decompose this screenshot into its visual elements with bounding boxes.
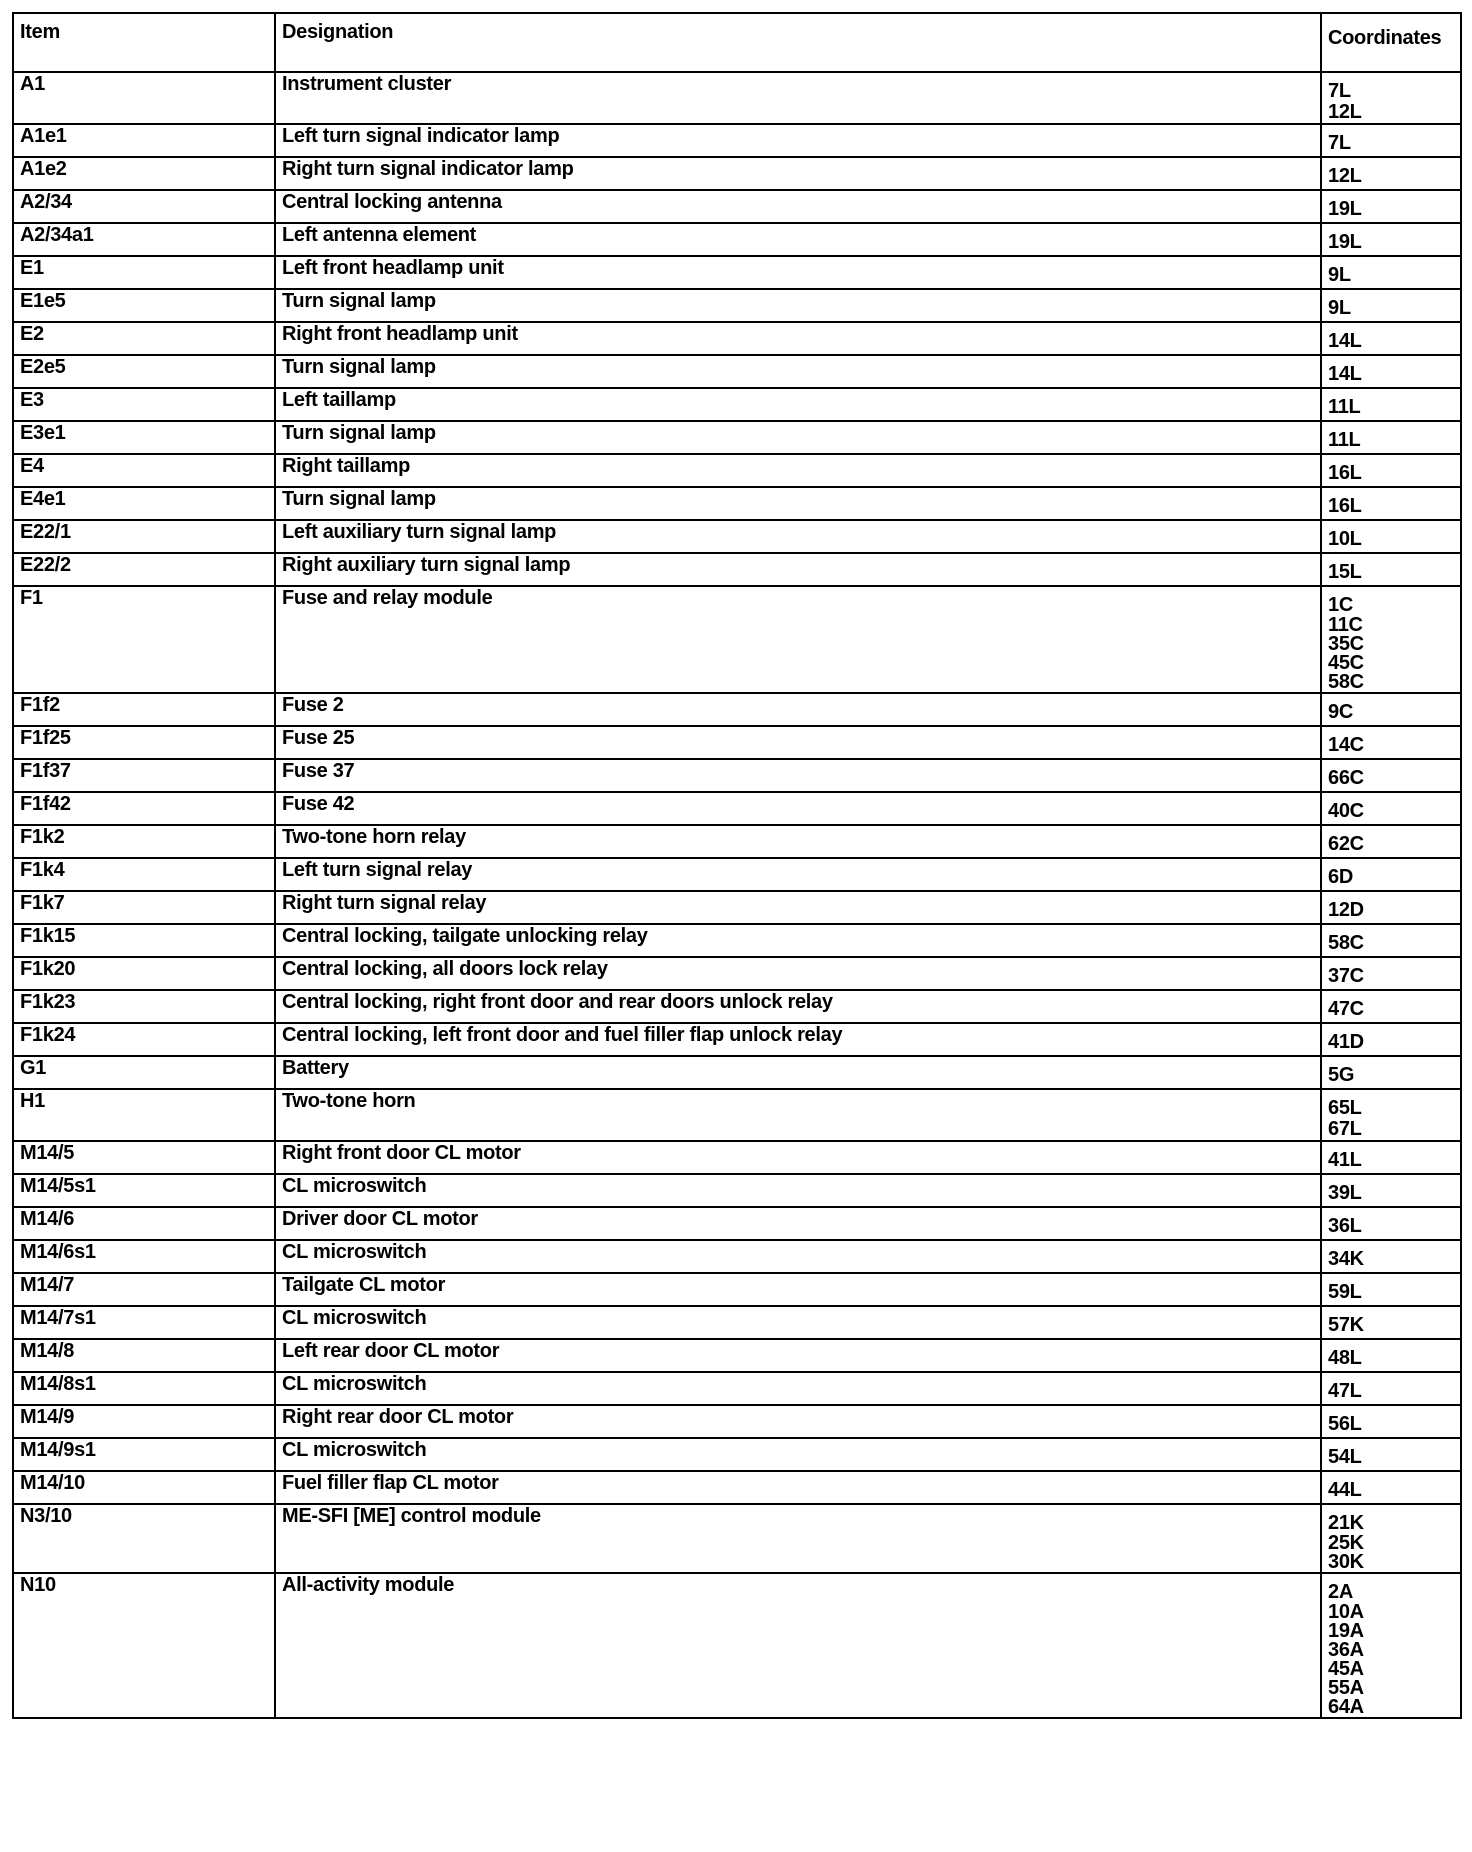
- coordinates-cell: [1321, 924, 1461, 957]
- designation-cell: Left front headlamp unit: [275, 256, 1321, 289]
- coordinate-value: 41D: [1328, 1031, 1364, 1053]
- designation-cell: Right turn signal relay: [275, 891, 1321, 924]
- designation-cell: Fuse 2: [275, 693, 1321, 726]
- item-cell: F1k2: [13, 825, 275, 858]
- designation-cell: Left antenna element: [275, 223, 1321, 256]
- item-cell: A2/34: [13, 190, 275, 223]
- table-row: [13, 256, 1461, 289]
- table-row: [13, 792, 1461, 825]
- table-row: [13, 157, 1461, 190]
- coordinate-value: 11C: [1328, 614, 1363, 636]
- component-legend-table: [12, 12, 1462, 1719]
- coordinate-value: 54L: [1328, 1446, 1362, 1468]
- coordinate-value: 10A: [1328, 1601, 1364, 1623]
- coordinate-value: 35C: [1328, 633, 1364, 655]
- designation-cell: Central locking antenna: [275, 190, 1321, 223]
- item-cell: H1: [13, 1089, 275, 1141]
- table-row: [13, 825, 1461, 858]
- coordinate-value: 57K: [1328, 1314, 1364, 1336]
- designation-cell: Turn signal lamp: [275, 487, 1321, 520]
- table-row: [13, 924, 1461, 957]
- item-cell: F1f25: [13, 726, 275, 759]
- item-cell: F1: [13, 586, 275, 693]
- item-cell: M14/5: [13, 1141, 275, 1174]
- table-row: [13, 1405, 1461, 1438]
- coordinates-cell: [1321, 322, 1461, 355]
- table-row: [13, 1056, 1461, 1089]
- coordinate-value: 59L: [1328, 1281, 1362, 1303]
- item-cell: F1k7: [13, 891, 275, 924]
- coordinate-value: 45C: [1328, 652, 1364, 674]
- table-row: [13, 520, 1461, 553]
- item-cell: A1: [13, 72, 275, 124]
- designation-cell: Fuel filler flap CL motor: [275, 1471, 1321, 1504]
- coordinates-cell: [1321, 825, 1461, 858]
- coordinate-value: 19A: [1328, 1620, 1364, 1642]
- table-row: [13, 1240, 1461, 1273]
- table-row: [13, 1339, 1461, 1372]
- coordinate-value: 55A: [1328, 1677, 1364, 1699]
- coordinate-value: 48L: [1328, 1347, 1362, 1369]
- coordinate-value: 5G: [1328, 1064, 1355, 1086]
- table-row: [13, 487, 1461, 520]
- designation-cell: Fuse and relay module: [275, 586, 1321, 693]
- designation-cell: Fuse 42: [275, 792, 1321, 825]
- item-cell: M14/6s1: [13, 1240, 275, 1273]
- coordinates-cell: [1321, 1023, 1461, 1056]
- table-row: [13, 72, 1461, 124]
- table-row: [13, 726, 1461, 759]
- table-row: [13, 1471, 1461, 1504]
- item-cell: M14/5s1: [13, 1174, 275, 1207]
- table-row: [13, 1174, 1461, 1207]
- coordinate-value: 14L: [1328, 363, 1362, 385]
- coordinates-cell: [1321, 1174, 1461, 1207]
- coordinates-cell: [1321, 454, 1461, 487]
- coordinate-value: 11L: [1328, 429, 1361, 451]
- coordinates-cell: [1321, 1089, 1461, 1141]
- designation-cell: CL microswitch: [275, 1240, 1321, 1273]
- item-cell: M14/10: [13, 1471, 275, 1504]
- table-row: [13, 190, 1461, 223]
- coordinates-cell: [1321, 792, 1461, 825]
- coordinate-value: 6D: [1328, 866, 1353, 888]
- item-cell: M14/7: [13, 1273, 275, 1306]
- table-row: [13, 1089, 1461, 1141]
- coordinates-cell: [1321, 693, 1461, 726]
- item-cell: M14/8: [13, 1339, 275, 1372]
- designation-cell: Fuse 25: [275, 726, 1321, 759]
- table-header: [13, 13, 1461, 72]
- header-coordinates: Coordinates: [1321, 13, 1461, 72]
- table-row: [13, 1306, 1461, 1339]
- designation-cell: Right rear door CL motor: [275, 1405, 1321, 1438]
- coordinate-value: 7L: [1328, 80, 1351, 102]
- coordinate-value: 19L: [1328, 231, 1362, 253]
- coordinate-value: 7L: [1328, 132, 1351, 154]
- coordinates-cell: [1321, 421, 1461, 454]
- coordinates-cell: [1321, 1339, 1461, 1372]
- coordinates-cell: [1321, 1273, 1461, 1306]
- table-row: [13, 124, 1461, 157]
- coordinates-cell: [1321, 858, 1461, 891]
- coordinate-value: 14C: [1328, 734, 1364, 756]
- item-cell: F1k20: [13, 957, 275, 990]
- designation-cell: Tailgate CL motor: [275, 1273, 1321, 1306]
- table-row: [13, 759, 1461, 792]
- coordinate-value: 11L: [1328, 396, 1361, 418]
- coordinates-cell: [1321, 553, 1461, 586]
- coordinates-cell: [1321, 256, 1461, 289]
- legend-sheet: [12, 12, 1460, 1719]
- table-row: [13, 891, 1461, 924]
- designation-cell: Left auxiliary turn signal lamp: [275, 520, 1321, 553]
- table-row: [13, 388, 1461, 421]
- coordinates-cell: [1321, 1573, 1461, 1718]
- table-row: [13, 289, 1461, 322]
- coordinates-cell: [1321, 891, 1461, 924]
- coordinates-cell: [1321, 1306, 1461, 1339]
- item-cell: G1: [13, 1056, 275, 1089]
- designation-cell: Two-tone horn: [275, 1089, 1321, 1141]
- designation-cell: Turn signal lamp: [275, 355, 1321, 388]
- designation-cell: All-activity module: [275, 1573, 1321, 1718]
- coordinates-cell: [1321, 957, 1461, 990]
- coordinates-cell: [1321, 1141, 1461, 1174]
- item-cell: M14/7s1: [13, 1306, 275, 1339]
- designation-cell: CL microswitch: [275, 1306, 1321, 1339]
- coordinate-value: 47L: [1328, 1380, 1362, 1402]
- item-cell: N3/10: [13, 1504, 275, 1573]
- designation-cell: Fuse 37: [275, 759, 1321, 792]
- coordinate-value: 67L: [1328, 1118, 1362, 1140]
- coordinate-value: 47C: [1328, 998, 1364, 1020]
- designation-cell: CL microswitch: [275, 1174, 1321, 1207]
- coordinates-cell: [1321, 1207, 1461, 1240]
- table-row: [13, 553, 1461, 586]
- designation-cell: Left turn signal relay: [275, 858, 1321, 891]
- coordinates-cell: [1321, 1240, 1461, 1273]
- coordinates-cell: [1321, 1504, 1461, 1573]
- coordinate-value: 56L: [1328, 1413, 1362, 1435]
- coordinate-value: 19L: [1328, 198, 1362, 220]
- header-item: Item: [13, 13, 275, 72]
- coordinate-value: 14L: [1328, 330, 1362, 352]
- coordinates-cell: [1321, 1056, 1461, 1089]
- coordinate-value: 36L: [1328, 1215, 1362, 1237]
- table-row: [13, 858, 1461, 891]
- item-cell: A1e2: [13, 157, 275, 190]
- designation-cell: Right turn signal indicator lamp: [275, 157, 1321, 190]
- coordinate-value: 34K: [1328, 1248, 1364, 1270]
- item-cell: F1f42: [13, 792, 275, 825]
- item-cell: A1e1: [13, 124, 275, 157]
- coordinate-value: 62C: [1328, 833, 1364, 855]
- table-row: [13, 693, 1461, 726]
- coordinates-cell: [1321, 487, 1461, 520]
- designation-cell: Turn signal lamp: [275, 289, 1321, 322]
- coordinate-value: 9L: [1328, 297, 1351, 319]
- item-cell: F1f37: [13, 759, 275, 792]
- item-cell: F1k23: [13, 990, 275, 1023]
- item-cell: M14/9s1: [13, 1438, 275, 1471]
- coordinates-cell: [1321, 72, 1461, 124]
- designation-cell: Central locking, all doors lock relay: [275, 957, 1321, 990]
- coordinate-value: 15L: [1328, 561, 1362, 583]
- coordinate-value: 66C: [1328, 767, 1364, 789]
- item-cell: E4e1: [13, 487, 275, 520]
- coordinates-cell: [1321, 1405, 1461, 1438]
- table-row: [13, 322, 1461, 355]
- item-cell: E22/1: [13, 520, 275, 553]
- header-row: [13, 13, 1461, 72]
- coordinates-cell: [1321, 223, 1461, 256]
- coordinate-value: 65L: [1328, 1097, 1362, 1119]
- designation-cell: Left taillamp: [275, 388, 1321, 421]
- table-body: [13, 72, 1461, 1718]
- coordinates-cell: [1321, 1372, 1461, 1405]
- coordinates-cell: [1321, 124, 1461, 157]
- designation-cell: Central locking, tailgate unlocking relay: [275, 924, 1321, 957]
- table-row: [13, 1141, 1461, 1174]
- designation-cell: Right auxiliary turn signal lamp: [275, 553, 1321, 586]
- coordinate-value: 16L: [1328, 462, 1362, 484]
- designation-cell: Right front door CL motor: [275, 1141, 1321, 1174]
- coordinates-cell: [1321, 190, 1461, 223]
- table-row: [13, 1273, 1461, 1306]
- item-cell: F1k15: [13, 924, 275, 957]
- table-row: [13, 1438, 1461, 1471]
- designation-cell: Left turn signal indicator lamp: [275, 124, 1321, 157]
- table-row: [13, 1372, 1461, 1405]
- coordinate-value: 41L: [1328, 1149, 1362, 1171]
- item-cell: E1e5: [13, 289, 275, 322]
- coordinate-value: 2A: [1328, 1581, 1353, 1603]
- coordinates-cell: [1321, 1471, 1461, 1504]
- coordinate-value: 30K: [1328, 1551, 1364, 1573]
- coordinates-cell: [1321, 586, 1461, 693]
- designation-cell: Right front headlamp unit: [275, 322, 1321, 355]
- table-row: [13, 1207, 1461, 1240]
- coordinate-value: 45A: [1328, 1658, 1364, 1680]
- table-row: [13, 586, 1461, 693]
- item-cell: E3e1: [13, 421, 275, 454]
- table-row: [13, 223, 1461, 256]
- table-row: [13, 355, 1461, 388]
- item-cell: M14/8s1: [13, 1372, 275, 1405]
- coordinates-cell: [1321, 157, 1461, 190]
- table-row: [13, 957, 1461, 990]
- item-cell: F1k24: [13, 1023, 275, 1056]
- item-cell: E3: [13, 388, 275, 421]
- coordinates-cell: [1321, 726, 1461, 759]
- table-row: [13, 1023, 1461, 1056]
- coordinate-value: 25K: [1328, 1532, 1364, 1554]
- item-cell: F1f2: [13, 693, 275, 726]
- coordinate-value: 36A: [1328, 1639, 1364, 1661]
- coordinate-value: 21K: [1328, 1512, 1364, 1534]
- coordinate-value: 9C: [1328, 701, 1353, 723]
- table-row: [13, 1573, 1461, 1718]
- item-cell: E4: [13, 454, 275, 487]
- coordinates-cell: [1321, 759, 1461, 792]
- table-row: [13, 421, 1461, 454]
- table-row: [13, 990, 1461, 1023]
- coordinates-cell: [1321, 520, 1461, 553]
- designation-cell: Battery: [275, 1056, 1321, 1089]
- designation-cell: Right taillamp: [275, 454, 1321, 487]
- coordinate-value: 37C: [1328, 965, 1364, 987]
- table-row: [13, 454, 1461, 487]
- coordinate-value: 58C: [1328, 932, 1364, 954]
- coordinates-cell: [1321, 990, 1461, 1023]
- coordinate-value: 1C: [1328, 594, 1353, 616]
- coordinates-cell: [1321, 388, 1461, 421]
- coordinates-cell: [1321, 289, 1461, 322]
- item-cell: E1: [13, 256, 275, 289]
- designation-cell: Left rear door CL motor: [275, 1339, 1321, 1372]
- designation-cell: CL microswitch: [275, 1438, 1321, 1471]
- item-cell: F1k4: [13, 858, 275, 891]
- coordinate-value: 64A: [1328, 1696, 1364, 1718]
- designation-cell: Central locking, left front door and fuel filler flap unlock relay: [275, 1023, 1321, 1056]
- coordinates-cell: [1321, 355, 1461, 388]
- coordinate-value: 40C: [1328, 800, 1364, 822]
- item-cell: A2/34a1: [13, 223, 275, 256]
- coordinate-value: 12L: [1328, 165, 1362, 187]
- designation-cell: CL microswitch: [275, 1372, 1321, 1405]
- item-cell: E2: [13, 322, 275, 355]
- designation-cell: Instrument cluster: [275, 72, 1321, 124]
- designation-cell: ME-SFI [ME] control module: [275, 1504, 1321, 1573]
- coordinate-value: 9L: [1328, 264, 1351, 286]
- designation-cell: Two-tone horn relay: [275, 825, 1321, 858]
- coordinates-cell: [1321, 1438, 1461, 1471]
- coordinate-value: 58C: [1328, 671, 1364, 693]
- item-cell: M14/9: [13, 1405, 275, 1438]
- designation-cell: Driver door CL motor: [275, 1207, 1321, 1240]
- coordinate-value: 12D: [1328, 899, 1364, 921]
- item-cell: E2e5: [13, 355, 275, 388]
- header-designation: Designation: [275, 13, 1321, 72]
- designation-cell: Central locking, right front door and rear doors unlock relay: [275, 990, 1321, 1023]
- coordinate-value: 16L: [1328, 495, 1362, 517]
- item-cell: M14/6: [13, 1207, 275, 1240]
- designation-cell: Turn signal lamp: [275, 421, 1321, 454]
- coordinate-value: 39L: [1328, 1182, 1362, 1204]
- coordinate-value: 44L: [1328, 1479, 1362, 1501]
- coordinate-value: 10L: [1328, 528, 1362, 550]
- item-cell: E22/2: [13, 553, 275, 586]
- coordinate-value: 12L: [1328, 101, 1362, 123]
- item-cell: N10: [13, 1573, 275, 1718]
- table-row: [13, 1504, 1461, 1573]
